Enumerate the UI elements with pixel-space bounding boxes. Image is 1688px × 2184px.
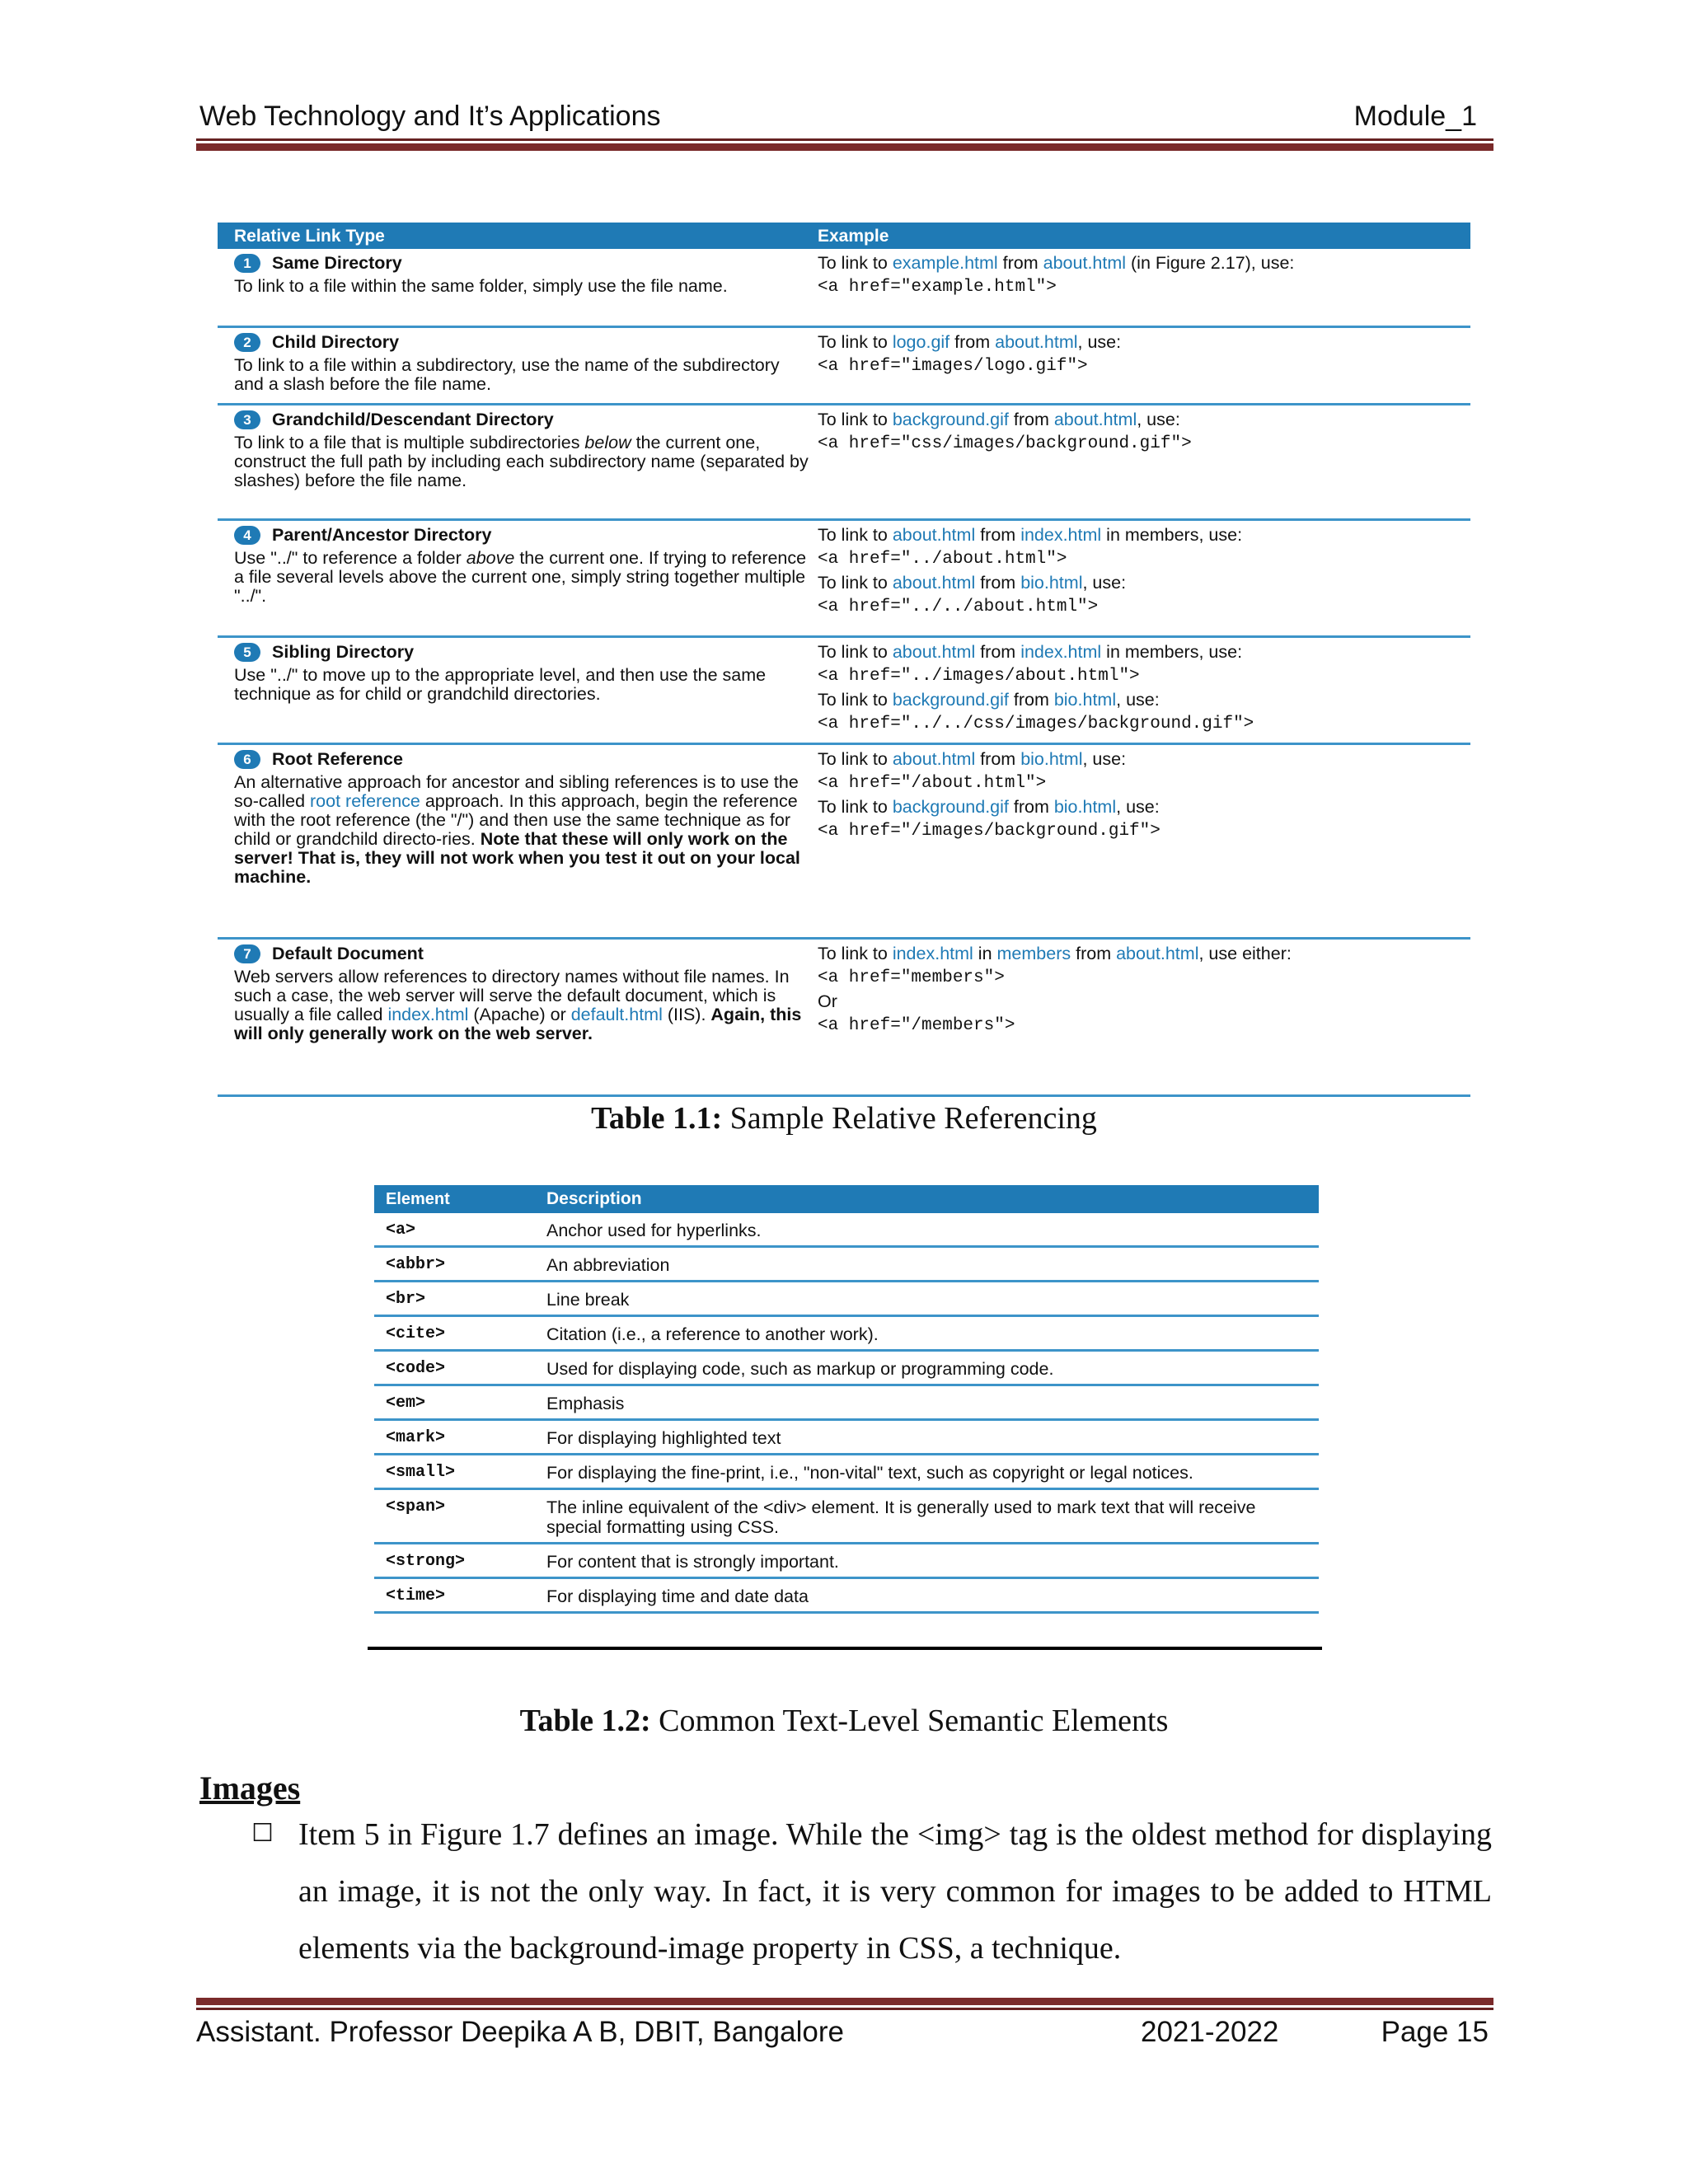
element-name: <small>: [386, 1463, 456, 1482]
example-text: To link to index.html in members from about.html, use either:: [818, 944, 1292, 963]
table-row: [218, 405, 1470, 521]
element-name: <a>: [386, 1221, 416, 1240]
table-row: [374, 1490, 1319, 1544]
step-number-badge: 4: [234, 526, 260, 545]
footer-year: 2021-2022: [1141, 2016, 1279, 2048]
element-description: Used for displaying code, such as markup or programming code.: [546, 1359, 1054, 1379]
element-name: <span>: [386, 1497, 446, 1516]
example-text: To link to about.html from index.html in members, use:: [818, 642, 1243, 662]
element-name: <code>: [386, 1359, 446, 1378]
column-header: Description: [546, 1189, 642, 1208]
example-code: <a href="../../about.html">: [818, 598, 1099, 616]
element-description: For displaying the fine-print, i.e., "non-vital" text, such as copyright or legal notices.: [546, 1463, 1193, 1483]
document-title: Web Technology and It’s Applications: [199, 101, 661, 132]
row-description: To link to a file within the same folder, simply use the file name.: [234, 276, 728, 296]
relative-link-table: [218, 223, 1470, 1097]
example-code: <a href="/about.html">: [818, 774, 1047, 793]
row-description: To link to a file that is multiple subdirectories below the current one, construct the full path by including each subdirectory name (separated by slashes) before the file name.: [234, 433, 809, 490]
row-title: Grandchild/Descendant Directory: [272, 410, 554, 429]
or-label: Or: [818, 991, 837, 1011]
table-bottom-rule: [368, 1647, 1322, 1650]
footer-author: Assistant. Professor Deepika A B, DBIT, Bangalore: [196, 2016, 844, 2048]
example-text: To link to background.gif from bio.html, use:: [818, 797, 1160, 817]
table-row: [218, 328, 1470, 405]
example-code: <a href="../about.html">: [818, 550, 1067, 569]
step-number-badge: 5: [234, 643, 260, 662]
table-row: [374, 1421, 1319, 1455]
row-description: To link to a file within a subdirectory, use the name of the subdirectory and a slash before the file name.: [234, 355, 780, 394]
page-number: Page 15: [1381, 2016, 1489, 2048]
table-caption: Table 1.1: Sample Relative Referencing: [591, 1101, 1097, 1136]
example-text: To link to example.html from about.html (in Figure 2.17), use:: [818, 253, 1295, 273]
example-code: <a href="css/images/background.gif">: [818, 434, 1192, 453]
element-description: For displaying time and date data: [546, 1586, 809, 1606]
step-number-badge: 7: [234, 944, 260, 963]
step-number-badge: 2: [234, 333, 260, 352]
example-code: <a href="/images/background.gif">: [818, 822, 1160, 841]
element-description: Citation (i.e., a reference to another work).: [546, 1324, 879, 1344]
element-description: The inline equivalent of the <div> element. It is generally used to mark text that will receive special formatting using CSS.: [546, 1497, 1256, 1537]
example-code: <a href="members">: [818, 968, 1005, 987]
row-title: Sibling Directory: [272, 642, 415, 662]
element-name: <mark>: [386, 1428, 446, 1447]
table-caption: Table 1.2: Common Text-Level Semantic Elements: [519, 1704, 1169, 1738]
row-description: An alternative approach for ancestor and sibling references is to use the so-called root reference approach. In this approach, begin the reference with the root reference (the "/") and then use the same technique as for child or grandchild directo-ries. Note that these will only work on the server! That is, they will not work when you test it out on your local machine.: [234, 772, 800, 887]
table-row: [374, 1352, 1319, 1386]
table-row: [374, 1455, 1319, 1490]
table-header: [374, 1185, 1319, 1213]
table-row: [218, 745, 1470, 940]
header-rule-thick: [196, 143, 1493, 151]
table-row: [218, 249, 1470, 328]
table-row: [218, 638, 1470, 745]
footer-rule-thin: [196, 2008, 1493, 2010]
element-description: For displaying highlighted text: [546, 1428, 781, 1448]
table-row: [374, 1579, 1319, 1614]
element-name: <br>: [386, 1290, 426, 1309]
header-rule-thin: [196, 138, 1493, 141]
row-description: Use "../" to move up to the appropriate level, and then use the same technique as for child or grandchild directories.: [234, 665, 767, 704]
element-name: <cite>: [386, 1324, 446, 1343]
row-title: Root Reference: [272, 749, 403, 769]
element-description: For content that is strongly important.: [546, 1552, 839, 1572]
table-row: [374, 1282, 1319, 1317]
element-description: An abbreviation: [546, 1255, 670, 1275]
element-description: Anchor used for hyperlinks.: [546, 1221, 762, 1240]
table-row: [218, 940, 1470, 1097]
example-code: <a href="/members">: [818, 1016, 1015, 1035]
example-text: To link to about.html from bio.html, use:: [818, 573, 1127, 593]
element-name: <em>: [386, 1394, 426, 1413]
column-header: Example: [818, 226, 889, 246]
bullet-icon: ☐: [251, 1819, 274, 1848]
row-title: Parent/Ancestor Directory: [272, 525, 492, 545]
element-name: <abbr>: [386, 1255, 446, 1274]
example-text: To link to background.gif from about.html, use:: [818, 410, 1180, 429]
example-text: To link to about.html from index.html in members, use:: [818, 525, 1243, 545]
step-number-badge: 1: [234, 254, 260, 273]
example-text: To link to background.gif from bio.html, use:: [818, 690, 1160, 710]
example-code: <a href="example.html">: [818, 278, 1057, 297]
row-title: Same Directory: [272, 253, 402, 273]
table-row: [374, 1544, 1319, 1579]
example-text: To link to logo.gif from about.html, use:: [818, 332, 1122, 352]
module-label: Module_1: [1353, 101, 1477, 132]
element-description: Emphasis: [546, 1394, 625, 1413]
row-title: Default Document: [272, 944, 424, 963]
example-code: <a href="images/logo.gif">: [818, 357, 1088, 376]
column-header: Relative Link Type: [234, 226, 385, 246]
table-row: [374, 1386, 1319, 1421]
section-heading: Images: [199, 1769, 301, 1807]
body-paragraph: Item 5 in Figure 1.7 defines an image. While the <img> tag is the oldest method for displaying an image, it is not the only way. In fact, it is very common for images to be added to HTML elements via the background-image property in CSS, a technique.: [298, 1817, 1492, 1966]
element-name: <strong>: [386, 1552, 466, 1571]
example-code: <a href="../images/about.html">: [818, 667, 1140, 686]
example-code: <a href="../../css/images/background.gif">: [818, 715, 1254, 733]
step-number-badge: 3: [234, 410, 260, 429]
example-text: To link to about.html from bio.html, use:: [818, 749, 1127, 769]
step-number-badge: 6: [234, 750, 260, 769]
table-row: [374, 1213, 1319, 1248]
table-header: [218, 223, 1470, 249]
row-description: Web servers allow references to directory names without file names. In such a case, the web server will serve the default document, which is usually a file called index.html (Apache) or default.html (IIS). Again, this will only generally work on the web server.: [234, 967, 802, 1043]
element-name: <time>: [386, 1586, 446, 1605]
row-title: Child Directory: [272, 332, 400, 352]
table-row: [374, 1248, 1319, 1282]
element-description: Line break: [546, 1290, 630, 1310]
table-row: [374, 1317, 1319, 1352]
row-description: Use "../" to reference a folder above the current one. If trying to reference a file several levels above the current one, simply string together multiple "../".: [234, 548, 807, 606]
table-row: [218, 521, 1470, 638]
column-header: Element: [386, 1190, 450, 1208]
footer-rule-thick: [196, 1998, 1493, 2005]
semantic-elements-table: [374, 1185, 1319, 1614]
